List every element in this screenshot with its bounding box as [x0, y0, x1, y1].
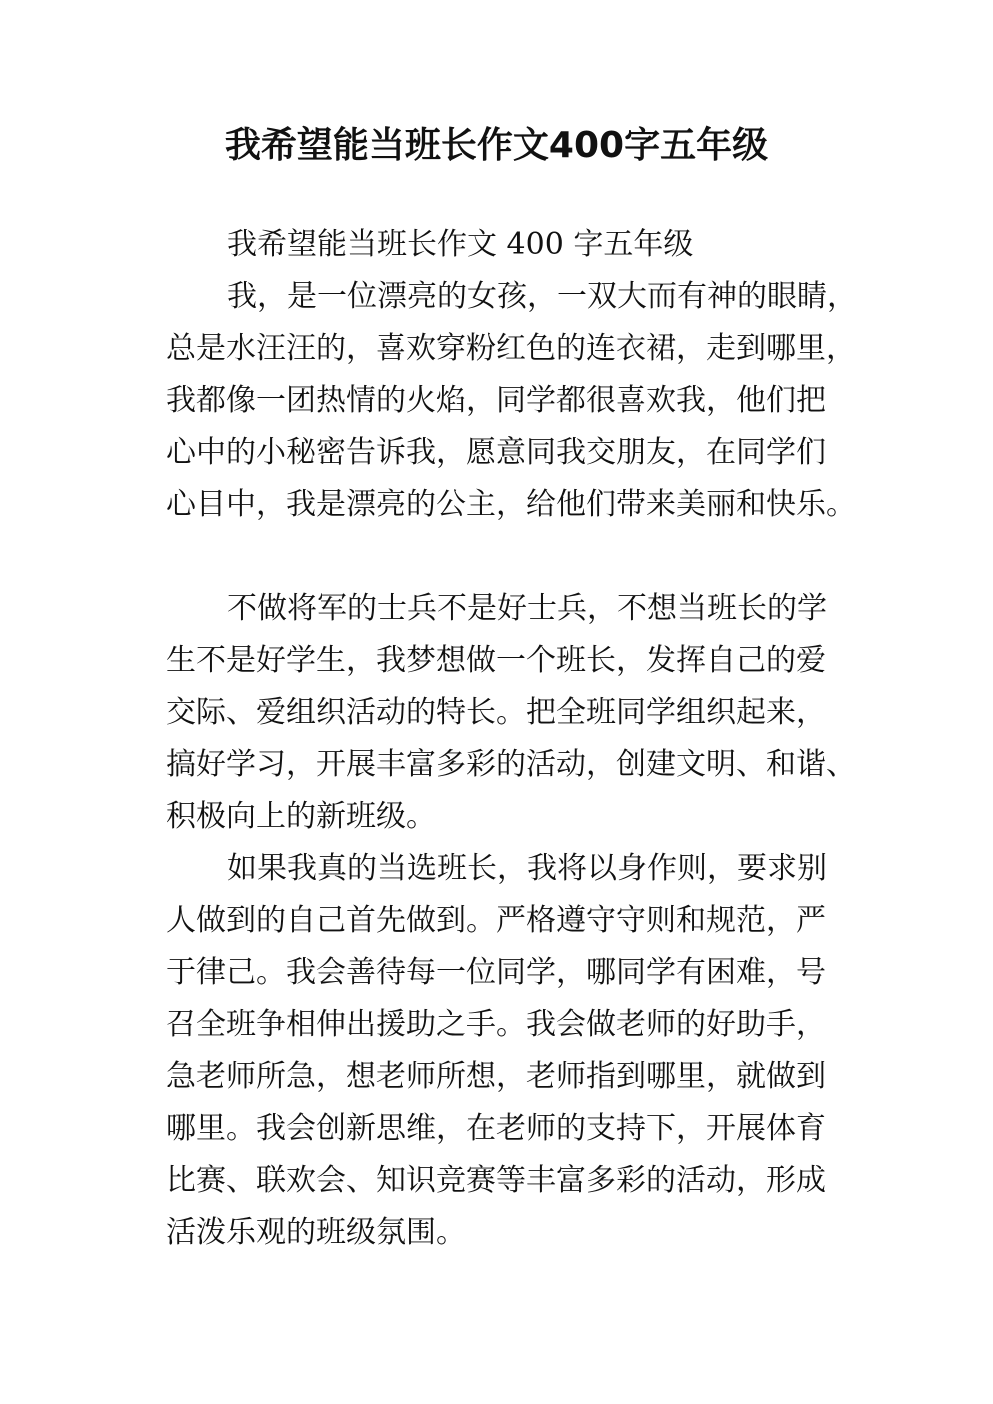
- paragraph-3-line-4: 召全班争相伸出援助之手。我会做老师的好助手，: [166, 1007, 826, 1042]
- paragraph-3-line-5: 急老师所急，想老师所想，老师指到哪里，就做到: [166, 1059, 826, 1094]
- paragraph-3-line-1: 如果我真的当选班长，我将以身作则，要求别: [227, 851, 827, 886]
- paragraph-2-line-4: 搞好学习，开展丰富多彩的活动，创建文明、和谐、: [166, 747, 856, 782]
- document-body: [166, 219, 857, 1259]
- paragraph-2-line-3: 交际、爱组织活动的特长。把全班同学组织起来，: [166, 695, 826, 730]
- paragraph-1-line-2: 总是水汪汪的，喜欢穿粉红色的连衣裙，走到哪里，: [166, 331, 856, 366]
- paragraph-3-line-3: 于律己。我会善待每一位同学，哪同学有困难，号: [166, 955, 826, 990]
- paragraph-2-line-1: 不做将军的士兵不是好士兵，不想当班长的学: [227, 591, 827, 626]
- paragraph-3-line-8: 活泼乐观的班级氛围。: [166, 1215, 466, 1250]
- paragraph-1-line-5: 心目中，我是漂亮的公主，给他们带来美丽和快乐。: [166, 487, 856, 522]
- paragraph-2-line-2: 生不是好学生，我梦想做一个班长，发挥自己的爱: [166, 643, 826, 678]
- subtitle-line: 我希望能当班长作文 400 字五年级: [227, 227, 694, 262]
- paragraph-2-line-5: 积极向上的新班级。: [166, 799, 436, 834]
- paragraph-1-line-3: 我都像一团热情的火焰，同学都很喜欢我，他们把: [166, 383, 826, 418]
- paragraph-3-line-2: 人做到的自己首先做到。严格遵守守则和规范，严: [166, 903, 826, 938]
- paragraph-1-line-1: 我，是一位漂亮的女孩，一双大而有神的眼睛，: [227, 279, 857, 314]
- paragraph-3-line-6: 哪里。我会创新思维，在老师的支持下，开展体育: [166, 1111, 826, 1146]
- paragraph-1-line-4: 心中的小秘密告诉我，愿意同我交朋友，在同学们: [166, 435, 826, 470]
- paragraph-gap: [166, 531, 846, 583]
- document-title: 我希望能当班长作文400字五年级: [224, 125, 769, 166]
- paragraph-3-line-7: 比赛、联欢会、知识竞赛等丰富多彩的活动，形成: [166, 1163, 826, 1198]
